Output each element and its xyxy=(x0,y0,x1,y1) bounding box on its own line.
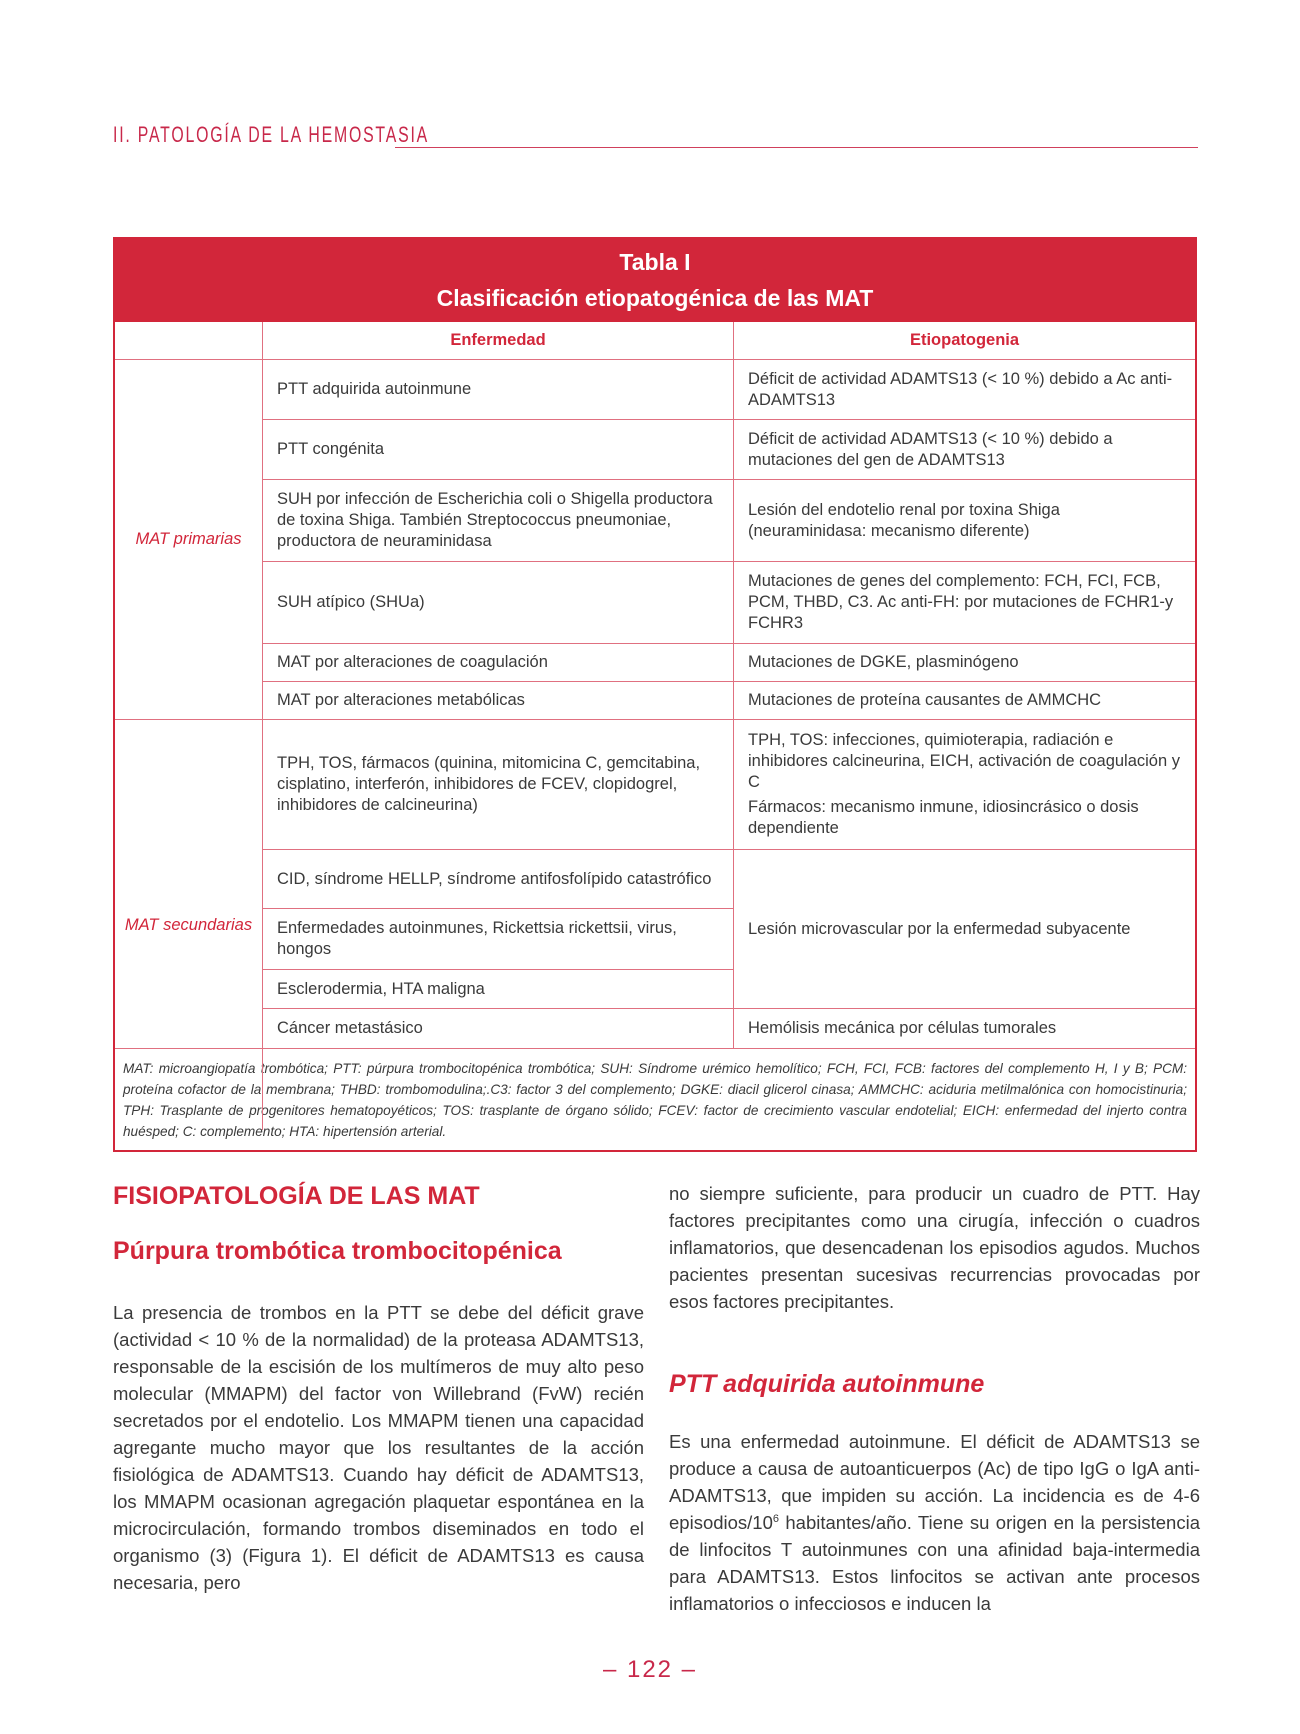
disease-text: TPH, TOS, fármacos (quinina, mitomicina C, gemcitabina, cisplatino, interferón, inhibidores de FCEV, clopidogrel, inhibidores de calcineurina) xyxy=(277,754,701,814)
etiology-text: Lesión microvascular por la enfermedad subyacente xyxy=(748,919,1131,938)
disease-text: CID, síndrome HELLP, síndrome antifosfolípido catastrófico xyxy=(277,869,712,888)
disease-text: PTT congénita xyxy=(277,440,385,458)
paragraph-text: Es una enfermedad autoinmune. El déficit de ADAMTS13 se produce a causa de autoanticuerpos (Ac) de tipo IgG o IgA anti-ADAMTS13, que impiden su acción. La incidencia es de 4-6 episodios/10 xyxy=(669,1431,1200,1533)
paragraph xyxy=(669,1428,1200,1617)
table-row-etiology xyxy=(734,480,1195,562)
etiology-text: Mutaciones de DGKE, plasminógeno xyxy=(748,653,1019,671)
column-header-enfermedad: Enfermedad xyxy=(263,322,734,360)
table-row-etiology xyxy=(734,720,1195,850)
etiology-text: Mutaciones de proteína causantes de AMMCHC xyxy=(748,691,1102,709)
right-column xyxy=(669,1180,1200,1617)
table-row-disease xyxy=(263,644,734,682)
table-row-etiology-merged xyxy=(734,850,1195,1009)
table-row-disease xyxy=(263,562,734,644)
table-row-disease xyxy=(263,360,734,420)
disease-text: Enfermedades autoinmunes, Rickettsia rickettsii, virus, hongos xyxy=(277,919,677,958)
left-column xyxy=(113,1183,644,1596)
table-row-etiology xyxy=(734,562,1195,644)
etiology-text: Lesión del endotelio renal por toxina Shiga (neuraminidasa: mecanismo diferente) xyxy=(748,500,1060,540)
table-row-etiology xyxy=(734,1009,1195,1048)
section-title: FISIOPATOLOGÍA DE LAS MAT xyxy=(113,1182,480,1210)
etiology-text: Mutaciones de genes del complemento: FCH, FCI, FCB, PCM, THBD, C3. Ac anti-FH: por mutaciones de FCHR1-y FCHR3 xyxy=(748,572,1174,632)
etiology-text: Hemólisis mecánica por células tumorales xyxy=(748,1019,1057,1037)
classification-table xyxy=(113,237,1197,1152)
table-row-etiology xyxy=(734,360,1195,420)
table-row-disease xyxy=(263,970,734,1009)
table-row-disease xyxy=(263,850,734,909)
disease-text: MAT por alteraciones de coagulación xyxy=(277,653,548,671)
table-row-disease xyxy=(263,480,734,562)
etiology-paragraph: TPH, TOS: infecciones, quimioterapia, radiación e inhibidores calcineurina, EICH, activación de coagulación y C xyxy=(748,731,1180,791)
paragraph-text: habitantes/año. Tiene su origen en la persistencia de linfocitos T autoinmunes con una afinidad baja-intermedia para ADAMTS13. Estos linfocitos se activan ante procesos inflamatorios o infecciosos e inducen la xyxy=(669,1512,1200,1614)
table-header-band xyxy=(115,239,1195,322)
page-number: – 122 – xyxy=(602,1656,698,1683)
etiology-text xyxy=(748,730,1181,839)
etiology-text: Déficit de actividad ADAMTS13 (< 10 %) debido a mutaciones del gen de ADAMTS13 xyxy=(748,429,1113,469)
column-header-etiopatogenia: Etiopatogenia xyxy=(734,322,1195,360)
table-row-disease xyxy=(263,682,734,720)
table-grid xyxy=(115,322,1195,1130)
disease-text: Cáncer metastásico xyxy=(277,1019,423,1037)
disease-text: MAT por alteraciones metabólicas xyxy=(277,691,525,709)
table-legend: MAT: microangiopatía trombótica; PTT: púrpura trombocitopénica trombótica; SUH: Síndrome urémico hemolítico; FCH, FCI, FCB: factores del complemento H, I y B; PCM: proteína cofactor de la membrana; THBD: trombomodulina;.C3: factor 3 del complemento; DGKE: diacil glicerol cinasa; AMMCHC: aciduria metilmalónica con homocistinuria; TPH: Trasplante de progenitores hematopoyéticos; TOS: trasplante de órgano sólido; FCEV: factor de crecimiento vascular endotelial; EICH: enfermedad del injerto contra huésped; C: complemento; HTA: hipertensión arterial. xyxy=(115,1048,1195,1150)
group-mat-secundarias: MAT secundarias xyxy=(115,720,263,1130)
running-head xyxy=(113,120,1198,150)
paragraph: no siempre suficiente, para producir un cuadro de PTT. Hay factores precipitantes como una cirugía, infección o cuadros inflamatorios, que desencadenan los episodios agudos. Muchos pacientes presentan sucesivas recurrencias provocadas por esos factores precipitantes. xyxy=(669,1183,1200,1312)
table-row-disease xyxy=(263,1009,734,1048)
etiology-text: Déficit de actividad ADAMTS13 (< 10 %) debido a Ac anti-ADAMTS13 xyxy=(748,369,1173,409)
subsubsection-title: PTT adquirida autoinmune xyxy=(669,1370,985,1398)
table-title: Clasificación etiopatogénica de las MAT xyxy=(436,285,874,311)
superscript: 6 xyxy=(772,1512,780,1525)
disease-text: PTT adquirida autoinmune xyxy=(277,380,472,398)
table-row-etiology xyxy=(734,682,1195,720)
disease-text: Esclerodermia, HTA maligna xyxy=(277,979,485,998)
group-mat-primarias: MAT primarias xyxy=(115,360,263,720)
table-row-disease xyxy=(263,420,734,480)
disease-text: SUH por infección de Escherichia coli o Shigella productora de toxina Shiga. También Streptococcus pneumoniae, productora de neuraminidasa xyxy=(277,490,713,550)
etiology-paragraph: Fármacos: mecanismo inmune, idiosincrásico o dosis dependiente xyxy=(748,798,1139,837)
paragraph: La presencia de trombos en la PTT se debe del déficit grave (actividad < 10 % de la normalidad) de la proteasa ADAMTS13, responsable de la escisión de los multímeros de muy alto peso molecular (MMAPM) del factor von Willebrand (FvW) recién secretados por el endotelio. Los MMAPM tienen una capacidad agregante mucho mayor que los resultantes de la acción fisiológica de ADAMTS13. Cuando hay déficit de ADAMTS13, los MMAPM ocasionan agregación plaquetar espontánea en la microcirculación, formando trombos diseminados en todo el organismo (3) (Figura 1). El déficit de ADAMTS13 es causa necesaria, pero xyxy=(113,1302,644,1593)
table-row-disease xyxy=(263,720,734,850)
header-rule xyxy=(395,147,1198,148)
subsection-title: Púrpura trombótica trombocitopénica xyxy=(113,1237,562,1265)
table-label: Tabla I xyxy=(619,249,691,275)
disease-text: SUH atípico (SHUa) xyxy=(277,593,425,611)
chapter-title: II. PATOLOGÍA DE LA HEMOSTASIA xyxy=(113,122,430,147)
table-row-disease xyxy=(263,909,734,970)
column-header-empty xyxy=(115,322,263,360)
table-row-etiology xyxy=(734,644,1195,682)
table-row-etiology xyxy=(734,420,1195,480)
